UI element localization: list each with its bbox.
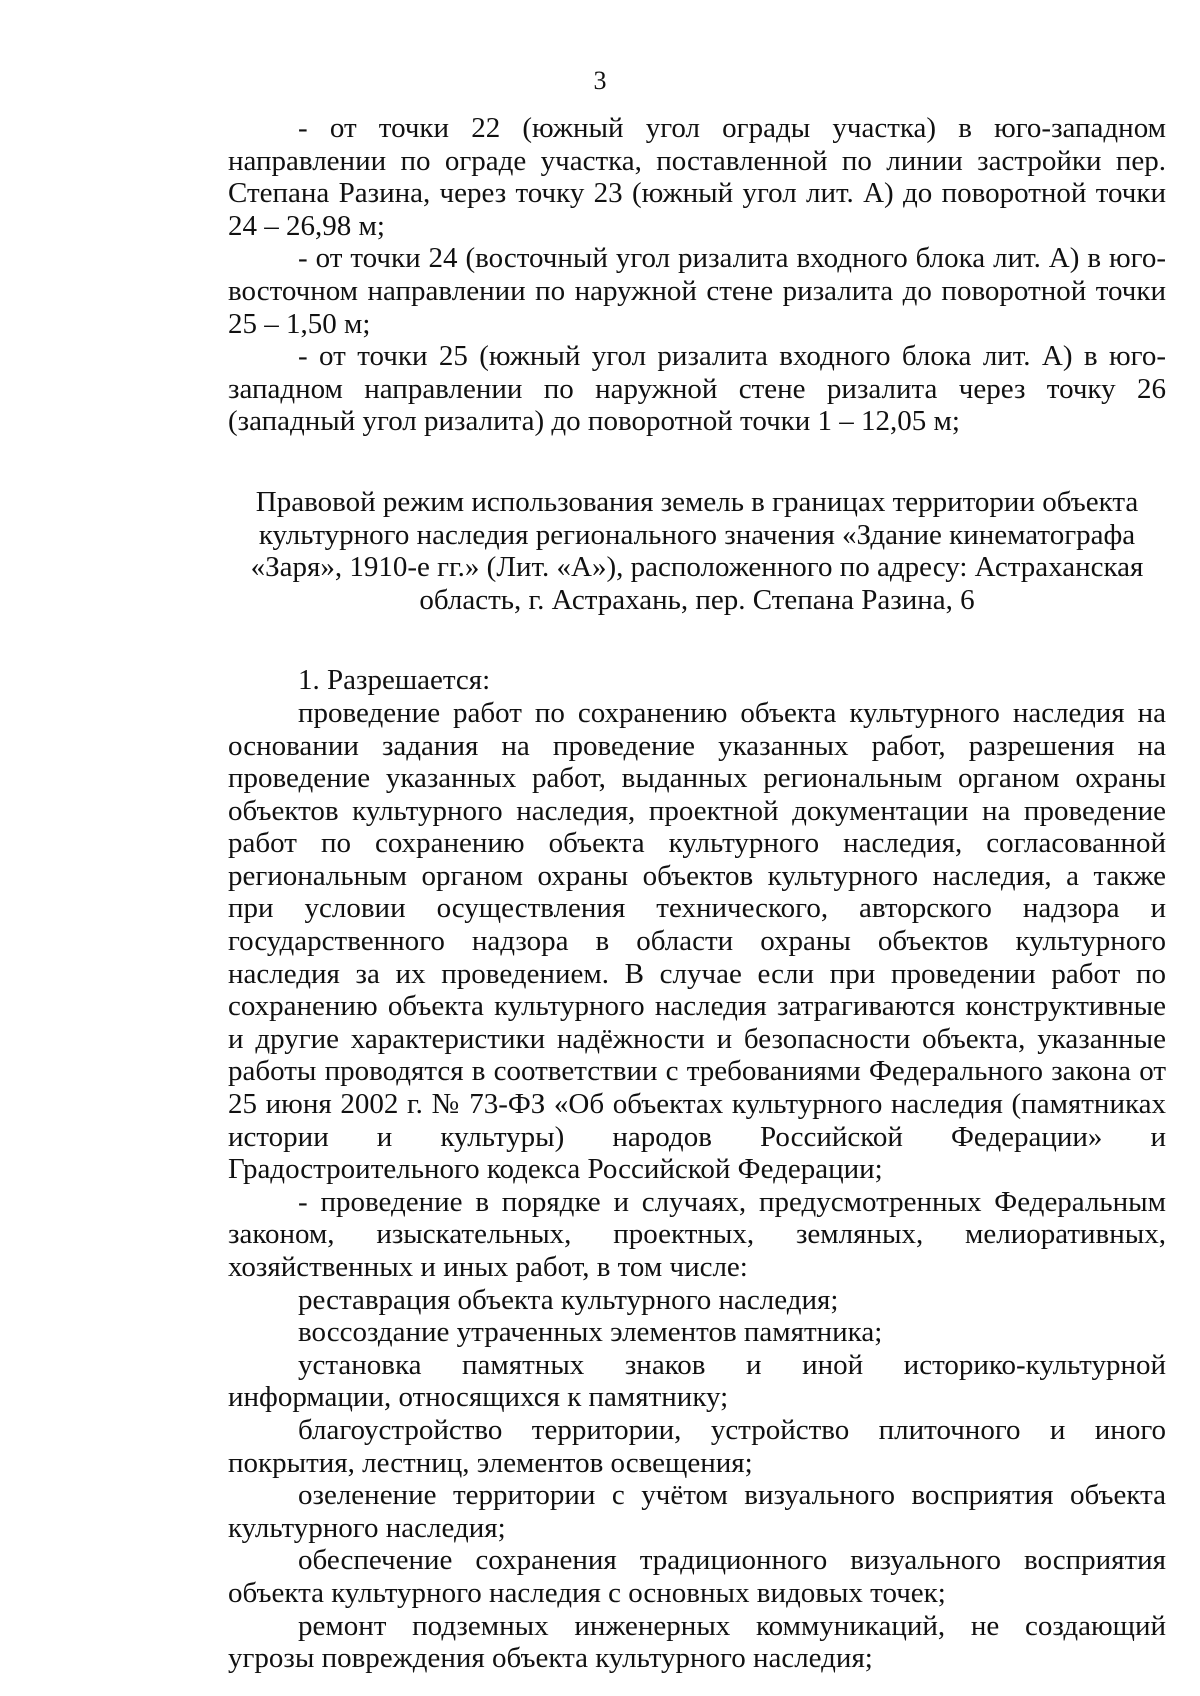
boundary-paragraph: - от точки 25 (южный угол ризалита входного блока лит. А) в юго-западном направлении по наружной стене ризалита через точку 26 (западный угол ризалита) до поворотной точки 1 – 12,05 м; [228, 340, 1166, 438]
section-title: 1. Разрешается: [298, 664, 491, 697]
document-body [228, 112, 1166, 1675]
permitted-item: ремонт подземных инженерных коммуникаций, не создающий угрозы повреждения объекта культурного наследия; [228, 1609, 1166, 1675]
permitted-paragraph: проведение работ по сохранению объекта культурного наследия на основании задания на проведение указанных работ, разрешения на проведение указанных работ, выданных региональным органом охраны объектов культурного наследия, проектной документации на проведение работ по сохранению объекта культурного наследия, согласованной региональным органом охраны объектов культурного наследия, а также при условии осуществления технического, авторского надзора и государственного надзора в области охраны объектов культурного наследия за их проведением. В случае если при проведении работ по сохранению объекта культурного наследия затрагиваются конструктивные и другие характеристики надёжности и безопасности объекта, указанные работы проводятся в соответствии с требованиями Федерального закона от 25 июня 2002 г. № 73-ФЗ «Об объектах культурного наследия (памятниках истории и культуры) народов Российской Федерации» и Градостроительного кодекса Российской Федерации; [228, 696, 1166, 1186]
section-heading: Правовой режим использования земель в границах территории объекта культурного наследия регионального значения «Здание кинематографа «Заря», 1910-е гг.» (Лит. «А»), расположенного по адресу: Астраханская область, г. Астрахань, пер. Степана Разина, 6 [250, 485, 1144, 616]
permitted-item: благоустройство территории, устройство плиточного и иного покрытия, лестниц, элементов освещения; [228, 1413, 1166, 1479]
permitted-item: реставрация объекта культурного наследия; [298, 1283, 839, 1316]
boundary-paragraph: - от точки 22 (южный угол ограды участка) в юго-западном направлении по ограде участка, поставленной по линии застройки пер. Степана Разина, через точку 23 (южный угол лит. А) до поворотной точки 24 – 26,98 м; [228, 112, 1166, 242]
page-number: 3 [593, 66, 607, 95]
permitted-item: озеленение территории с учётом визуального восприятия объекта культурного наследия; [228, 1479, 1166, 1544]
permitted-item: воссоздание утраченных элементов памятника; [298, 1316, 883, 1349]
permitted-paragraph: - проведение в порядке и случаях, предусмотренных Федеральным законом, изыскательных, проектных, земляных, мелиоративных, хозяйственных и иных работ, в том числе: [228, 1185, 1166, 1283]
permitted-item: установка памятных знаков и иной историко-культурной информации, относящихся к памятнику; [228, 1348, 1166, 1414]
permitted-item: обеспечение сохранения традиционного визуального восприятия объекта культурного наследия с основных видовых точек; [228, 1544, 1166, 1609]
boundary-paragraph: - от точки 24 (восточный угол ризалита входного блока лит. А) в юго-восточном направлении по наружной стене ризалита до поворотной точки 25 – 1,50 м; [228, 242, 1166, 340]
